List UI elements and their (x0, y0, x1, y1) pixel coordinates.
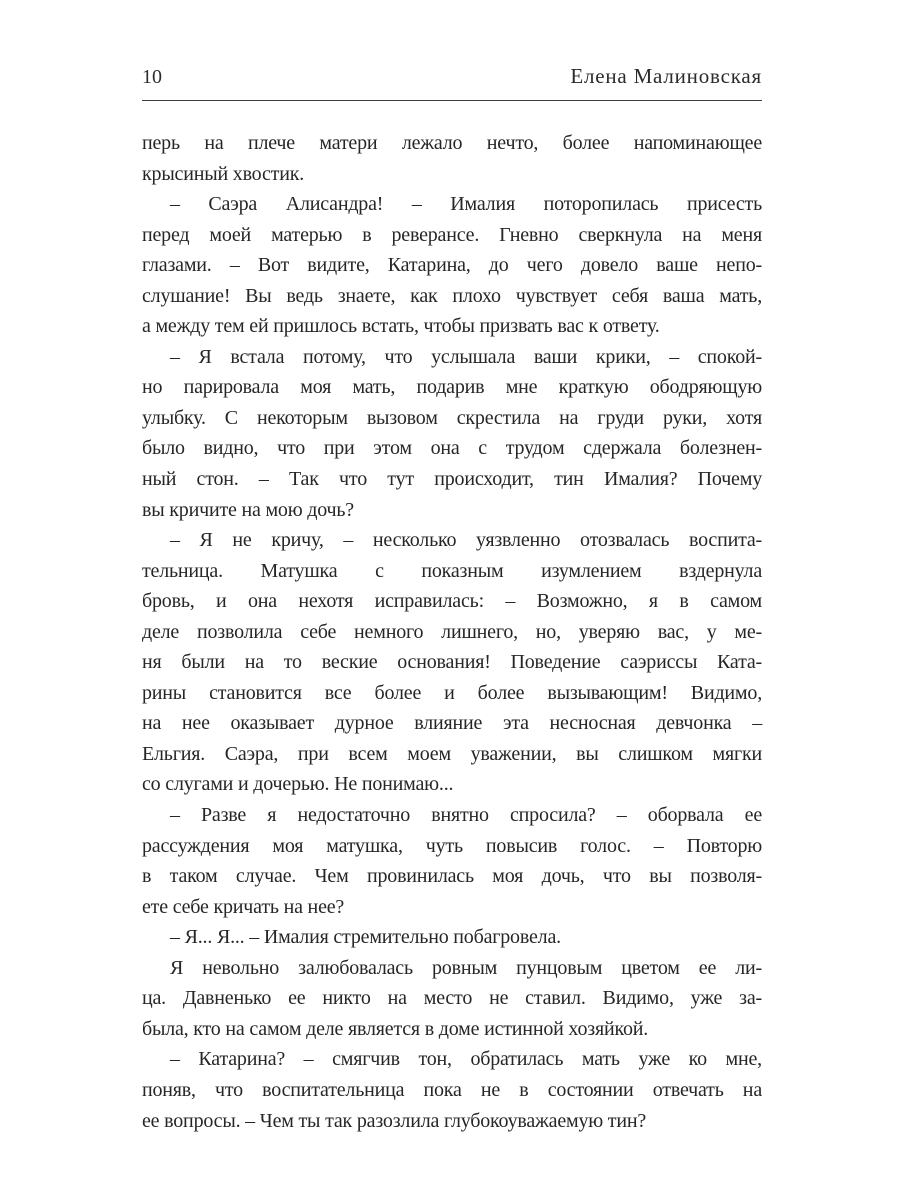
body-text (142, 128, 762, 1136)
text-line: в таком случае. Чем провинилась моя дочь, что вы позволя- (142, 865, 762, 888)
header-rule (142, 100, 762, 101)
text-line: со слугами и дочерью. Не понимаю... (142, 773, 454, 796)
text-line: но парировала моя мать, подарив мне краткую ободряющую (142, 376, 762, 399)
text-line: Ельгия. Саэра, при всем моем уважении, вы слишком мягки (142, 742, 762, 765)
text-line: крысиный хвостик. (142, 162, 305, 185)
page-number: 10 (142, 66, 162, 88)
text-line: рассуждения моя матушка, чуть повысив голос. – Повторю (142, 834, 762, 857)
text-line: ете себе кричать на нее? (142, 895, 345, 918)
text-line: перь на плече матери лежало нечто, более напоминающее (142, 132, 762, 154)
text-line: бровь, и она нехотя исправилась: – Возможно, я в самом (142, 590, 762, 613)
running-head-author: Елена Малиновская (570, 64, 762, 88)
page-header (142, 0, 762, 89)
text-line: улыбку. С некоторым вызовом скрестила на груди руки, хотя (142, 406, 762, 429)
text-line: – Я не кричу, – несколько уязвленно отозвалась воспита- (170, 529, 762, 552)
text-line: была, кто на самом деле является в доме истинной хозяйкой. (142, 1017, 649, 1040)
book-page (142, 0, 762, 1200)
text-line: – Я... Я... – Ималия стремительно побагровела. (170, 926, 561, 949)
text-line: ца. Давненько ее никто на место не ставил. Видимо, уже за- (142, 987, 762, 1010)
text-line: деле позволила себе немного лишнего, но, уверяю вас, у ме- (142, 620, 762, 643)
text-line: – Я встала потому, что услышала ваши крики, – спокой- (170, 345, 762, 368)
text-line: – Разве я недостаточно внятно спросила? – оборвала ее (170, 804, 762, 827)
text-line: на нее оказывает дурное влияние эта несносная девчонка – (142, 712, 762, 735)
text-line: ный стон. – Так что тут происходит, тин Ималия? Почему (142, 468, 762, 491)
text-line: – Саэра Алисандра! – Ималия поторопилась присесть (170, 193, 762, 216)
text-line: глазами. – Вот видите, Катарина, до чего довело ваше непо- (142, 254, 762, 277)
text-line: ня были на то веские основания! Поведение саэриссы Ката- (142, 651, 762, 674)
text-line: вы кричите на мою дочь? (142, 498, 354, 521)
text-line: Я невольно залюбовалась ровным пунцовым цветом ее ли- (170, 956, 762, 979)
text-line: слушание! Вы ведь знаете, как плохо чувствует себя ваша мать, (142, 284, 762, 307)
text-line: было видно, что при этом она с трудом сдержала болезнен- (142, 437, 762, 460)
text-line: поняв, что воспитательница пока не в состоянии отвечать на (142, 1078, 762, 1101)
text-line: – Катарина? – смягчив тон, обратилась мать уже ко мне, (170, 1048, 762, 1071)
text-line: перед моей матерью в реверансе. Гневно сверкнула на меня (142, 223, 762, 246)
text-line: а между тем ей пришлось встать, чтобы призвать вас к ответу. (142, 315, 660, 338)
text-line: ее вопросы. – Чем ты так разозлила глубокоуважаемую тин? (142, 1109, 647, 1132)
text-line: рины становится все более и более вызывающим! Видимо, (142, 681, 762, 704)
text-line: тельница. Матушка с показным изумлением вздернула (142, 559, 762, 582)
